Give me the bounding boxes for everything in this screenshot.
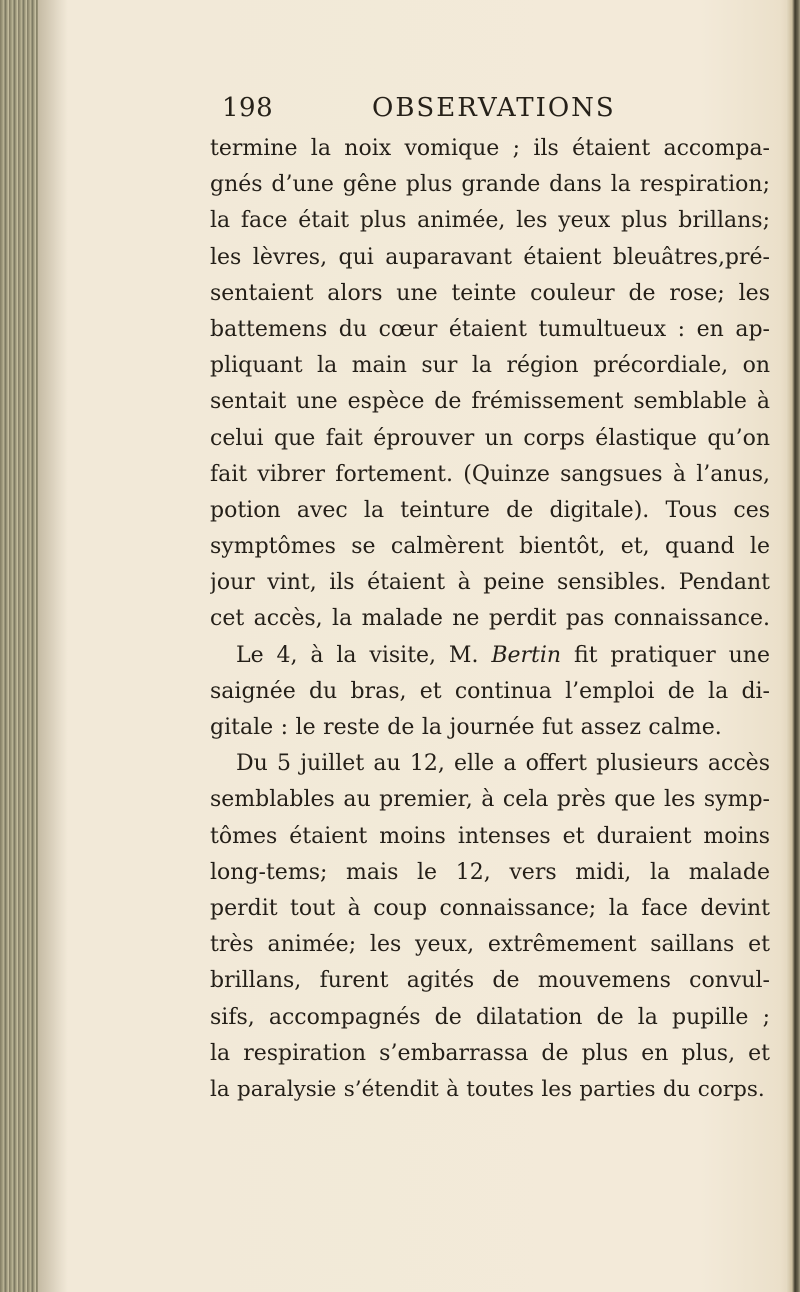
text-segment: Le 4, à la visite, M. [236, 642, 479, 668]
binding-shadow [38, 0, 68, 1292]
text-line: brillans, furent agités de mouvemens convul- [210, 968, 770, 994]
text-line: saignée du bras, et continua l’emploi de la di- [210, 678, 770, 704]
text-line [210, 638, 770, 674]
text-line: potion avec la teinture de digitale). Tous ces [210, 497, 770, 523]
text-line: sifs, accompagnés de dilatation de la pupille ; [210, 1004, 770, 1030]
page-number: 198 [222, 93, 274, 123]
text-line: Du 5 juillet au 12, elle a offert plusieurs accès [236, 751, 770, 777]
text-segment: fit pratiquer une [573, 642, 770, 668]
text-line: gitale : le reste de la journée fut assez calme. [210, 715, 722, 740]
text-line: les lèvres, qui auparavant étaient bleuâtres,pré- [210, 244, 770, 270]
text-line: termine la noix vomique ; ils étaient accompa- [210, 136, 770, 161]
text-line: celui que fait éprouver un corps élastique qu’on [210, 425, 770, 451]
text-line: très animée; les yeux, extrêmement saillans et [210, 932, 770, 958]
text-line: long-tems; mais le 12, vers midi, la malade [210, 859, 770, 885]
text-line: jour vint, ils étaient à peine sensibles. Pendant [210, 570, 770, 596]
running-head: OBSERVATIONS [372, 93, 616, 123]
text-line: sentaient alors une teinte couleur de rose; les [210, 280, 770, 306]
text-line: gnés d’une gêne plus grande dans la respiration; [210, 172, 770, 198]
page-header [222, 92, 616, 128]
text-line: battemens du cœur étaient tumultueux : en ap- [210, 316, 770, 342]
text-line: semblables au premier, à cela près que les symp- [210, 787, 770, 813]
body-text [210, 131, 770, 1108]
text-line: fait vibrer fortement. (Quinze sangsues à l’anus, [210, 461, 770, 487]
text-line: la paralysie s’étendit à toutes les parties du corps. [210, 1076, 765, 1102]
text-line: cet accès, la malade ne perdit pas connaissance. [210, 606, 770, 632]
text-line: tômes étaient moins intenses et duraient moins [210, 823, 770, 849]
page-outer-edge [786, 0, 800, 1292]
person-name: Bertin [491, 642, 562, 668]
page-binding-edge [0, 0, 38, 1292]
text-line: la respiration s’embarrassa de plus en plus, et [210, 1040, 770, 1066]
text-line: sentait une espèce de frémissement semblable à [210, 389, 770, 415]
text-line: pliquant la main sur la région précordiale, on [210, 353, 770, 379]
text-line: la face était plus animée, les yeux plus brillans; [210, 208, 770, 234]
text-line: symptômes se calmèrent bientôt, et, quand le [210, 534, 770, 560]
text-line: perdit tout à coup connaissance; la face devint [210, 895, 770, 921]
